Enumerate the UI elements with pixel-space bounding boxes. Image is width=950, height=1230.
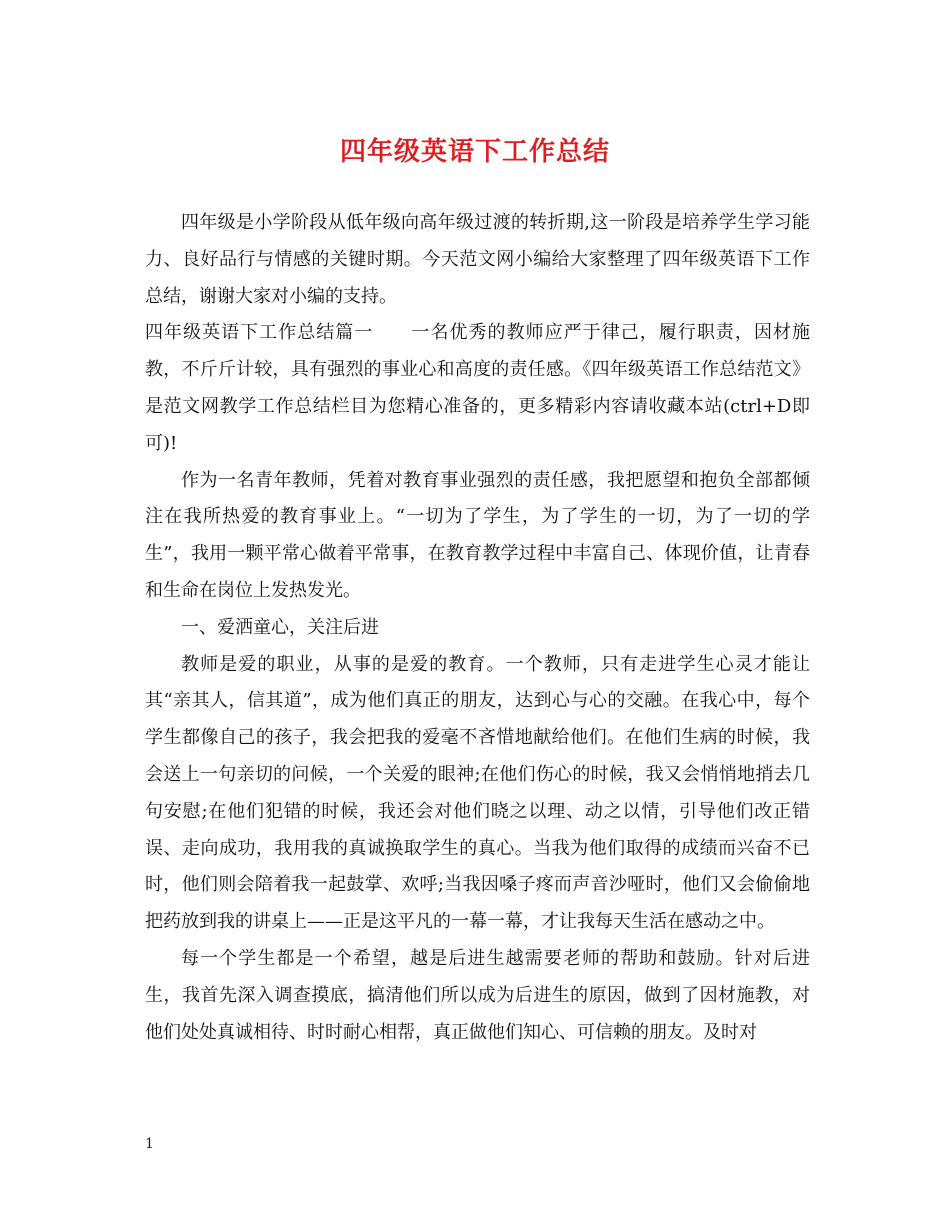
document-title: 四年级英语下工作总结	[339, 137, 610, 167]
body-paragraph: 教师是爱的职业，从事的是爱的教育。一个教师，只有走进学生心灵才能让其“亲其人，信其道”，成为他们真正的朋友，达到心与心的交融。在我心中，每个学生都像自己的孩子，我会把我的爱毫不吝惜地献给他们。在他们生病的时候，我会送上一句亲切的问候，一个关爱的眼神;在他们伤心的时候，我又会悄悄地捎去几句安慰;在他们犯错的时候，我还会对他们晓之以理、动之以情，引导他们改正错误、走向成功，我用我的真诚换取学生的真心。当我为他们取得的成绩而兴奋不已时，他们则会陪着我一起鼓掌、欢呼;当我因嗓子疼而声音沙哑时，他们又会偷偷地把药放到我的讲桌上——正是这平凡的一幕一幕，才让我每天生活在感动之中。	[145, 653, 810, 933]
document-body	[145, 205, 810, 1051]
page-number: 1	[145, 1136, 154, 1152]
section-one-paragraph: 四年级英语下工作总结篇一 一名优秀的教师应严于律己，履行职责，因材施教，不斤斤计较，具有强烈的事业心和高度的责任感。《四年级英语工作总结范文》是范文网教学工作总结栏目为您精心准备的，更多精彩内容请收藏本站(ctrl+D即可)!	[145, 322, 810, 454]
body-paragraph: 每一个学生都是一个希望，越是后进生越需要老师的帮助和鼓励。针对后进生，我首先深入调查摸底，搞清他们所以成为后进生的原因，做到了因材施教，对他们处处真诚相待、时时耐心相帮，真正做他们知心、可信赖的朋友。及时对	[145, 947, 810, 1043]
intro-paragraph: 四年级是小学阶段从低年级向高年级过渡的转折期,这一阶段是培养学生学习能力、良好品行与情感的关键时期。今天范文网小编给大家整理了四年级英语下工作总结，谢谢大家对小编的支持。	[145, 212, 810, 307]
section-heading: 一、爱洒童心，关注后进	[181, 616, 379, 638]
body-paragraph: 作为一名青年教师，凭着对教育事业强烈的责任感，我把愿望和抱负全部都倾注在我所热爱的教育事业上。“一切为了学生，为了学生的一切，为了一切的学生”，我用一颗平常心做着平常事，在教育教学过程中丰富自己、体现价值，让青春和生命在岗位上发热发光。	[145, 469, 810, 601]
